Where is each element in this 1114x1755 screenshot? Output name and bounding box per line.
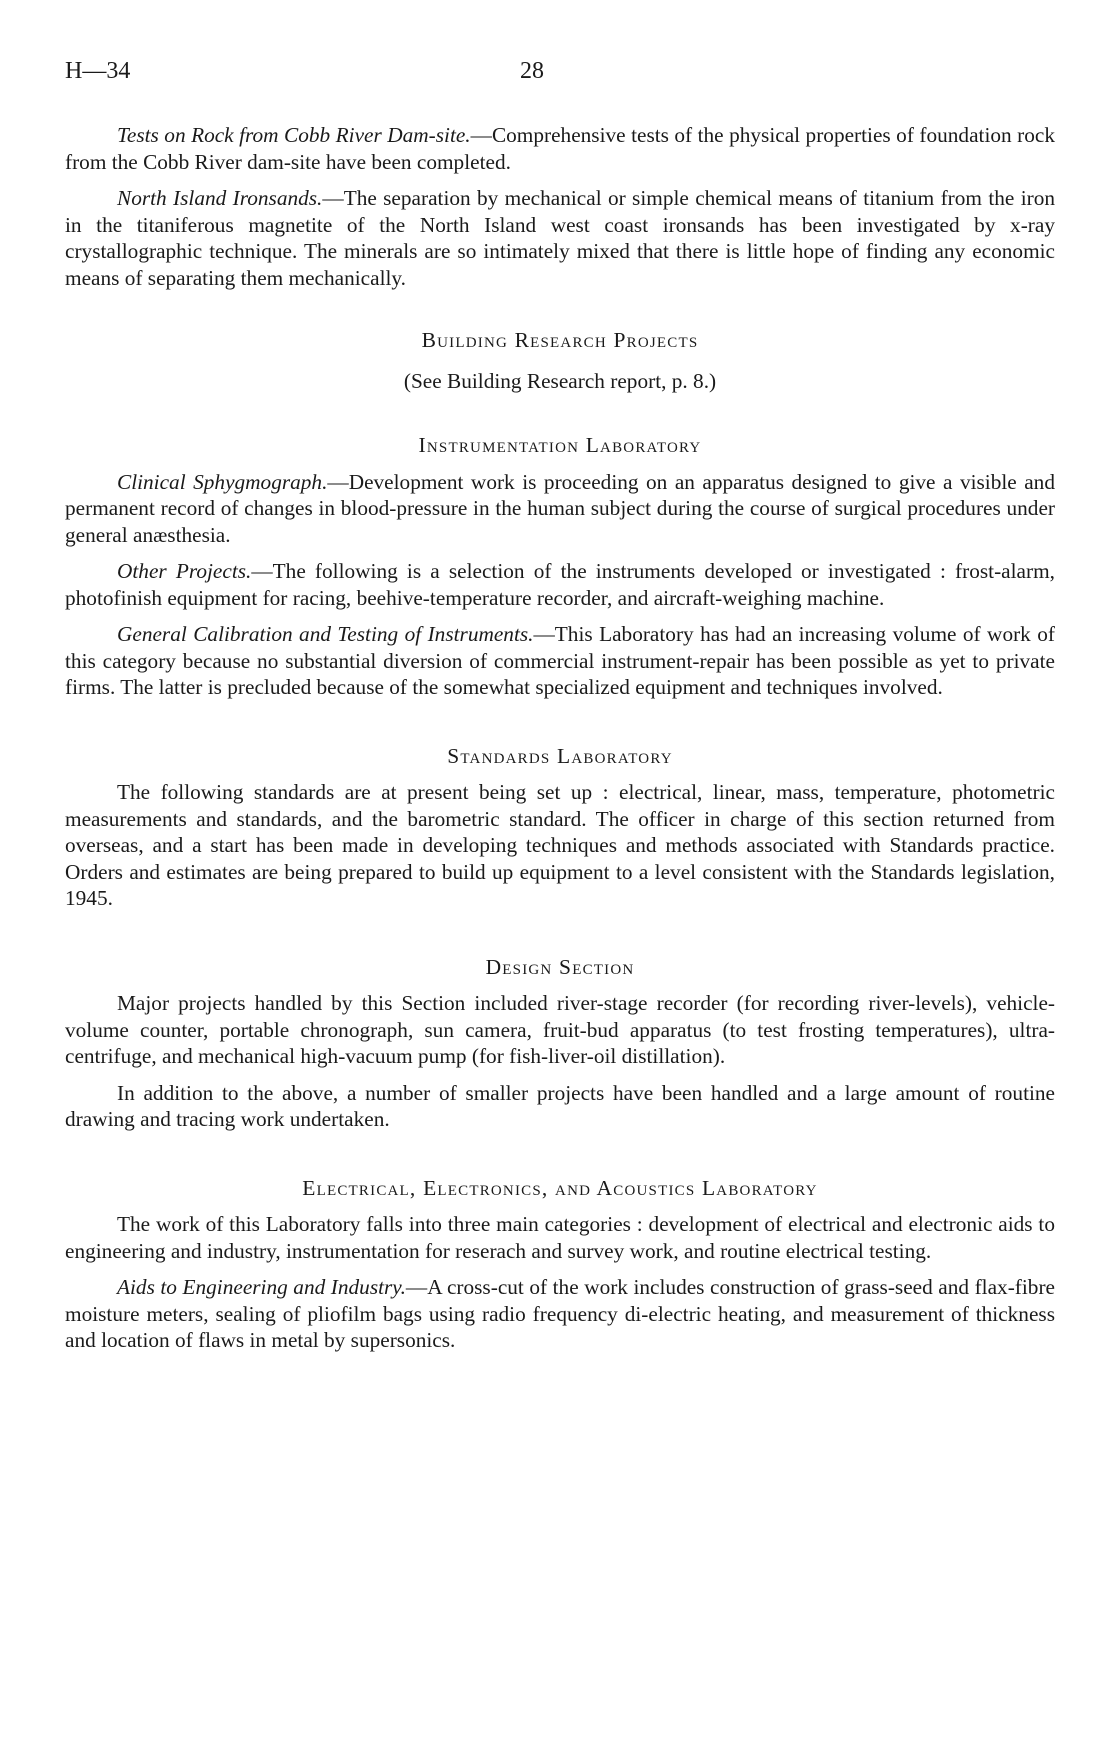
paragraph-aids-to-engineering — [65, 1274, 1055, 1354]
paragraph-clinical-sphygmograph — [65, 469, 1055, 549]
paragraph-electrical-categories: The work of this Laboratory falls into three main categories : development of electrical and electronic aids to engineering and industry, instrumentation for reserach and survey work, and routine electrical testing. — [65, 1212, 1055, 1263]
paragraph-lead: Aids to Engineering and Industry. — [117, 1275, 406, 1299]
section-heading-instrumentation: Instrumentation Laboratory — [418, 433, 702, 457]
page-number: 28 — [520, 58, 544, 84]
paragraph-lead: Clinical Sphygmograph. — [117, 469, 328, 494]
paragraph-text: —Development work is proceeding on an apparatus designed to give a visible and permanent record of changes in blood-pressure in the human subject during the course of surgical procedures under general anæsthesia. — [65, 469, 1055, 547]
paragraph-lead: General Calibration and Testing of Instruments. — [117, 622, 534, 646]
paragraph-text: —A cross-cut of the work includes construction of grass-seed and flax-fibre moisture meters, sealing of pliofilm bags using radio frequency di-electric heating, and measurement of thickness and location of flaws in metal by supersonics. — [65, 1275, 1055, 1352]
paragraph-lead: North Island Ironsands. — [117, 186, 323, 210]
paragraph-text: —This Laboratory has had an increasing volume of work of this category because no substantial diversion of commercial instrument-repair has been possible as yet to private firms. The latter is precluded because of the somewhat specialized equipment and techniques involved. — [65, 622, 1055, 699]
building-research-note: (See Building Research report, p. 8.) — [403, 368, 717, 393]
section-heading-building-research: Building Research Projects — [421, 328, 699, 352]
paragraph-text: —Comprehensive tests of the physical properties of foundation rock from the Cobb River dam-site have been completed. — [65, 123, 1055, 174]
section-heading-electrical: Electrical, Electronics, and Acoustics Laboratory — [302, 1175, 818, 1200]
paragraph-north-island-ironsands — [65, 185, 1055, 291]
page-reference: H—34 — [65, 58, 131, 84]
section-heading-design: Design Section — [485, 954, 635, 979]
section-heading-standards: Standards Laboratory — [447, 743, 673, 768]
paragraph-design-major-projects: Major projects handled by this Section included river-stage recorder (for recording river-levels), vehicle-volume counter, portable chronograph, sun camera, fruit-bud apparatus (to test frosting temperatures), ultra-centrifuge, and mechanical high-vacuum pump (for fish-liver-oil distillation). — [65, 991, 1055, 1068]
paragraph-lead: Tests on Rock from Cobb River Dam-site. — [117, 123, 471, 147]
document-body — [65, 122, 1055, 1364]
paragraph-other-projects — [65, 558, 1055, 611]
paragraph-design-additional: In addition to the above, a number of smaller projects have been handled and a large amount of routine drawing and tracing work undertaken. — [65, 1080, 1055, 1131]
page-header — [65, 58, 1055, 88]
paragraph-lead: Other Projects. — [117, 559, 252, 583]
paragraph-text: —The separation by mechanical or simple chemical means of titanium from the iron in the titaniferous magnetite of the North Island west coast ironsands has been investigated by x-ray crystallographic technique. The minerals are so intimately mixed that there is little hope of finding any economic means of separating them mechanically. — [65, 186, 1055, 290]
paragraph-cobb-river-rock-tests — [65, 122, 1055, 175]
paragraph-standards: The following standards are at present being set up : electrical, linear, mass, temperature, photometric measurements and standards, and the barometric standard. The officer in charge of this section returned from overseas, and a start has been made in developing techniques and methods associated with Standards practice. Orders and estimates are being prepared to build up equipment to a level consistent with the Standards legislation, 1945. — [65, 780, 1055, 910]
paragraph-text: —The following is a selection of the instruments developed or investigated : frost-alarm, photofinish equipment for racing, beehive-temperature recorder, and aircraft-weighing machine. — [65, 559, 1055, 610]
paragraph-general-calibration — [65, 621, 1055, 701]
